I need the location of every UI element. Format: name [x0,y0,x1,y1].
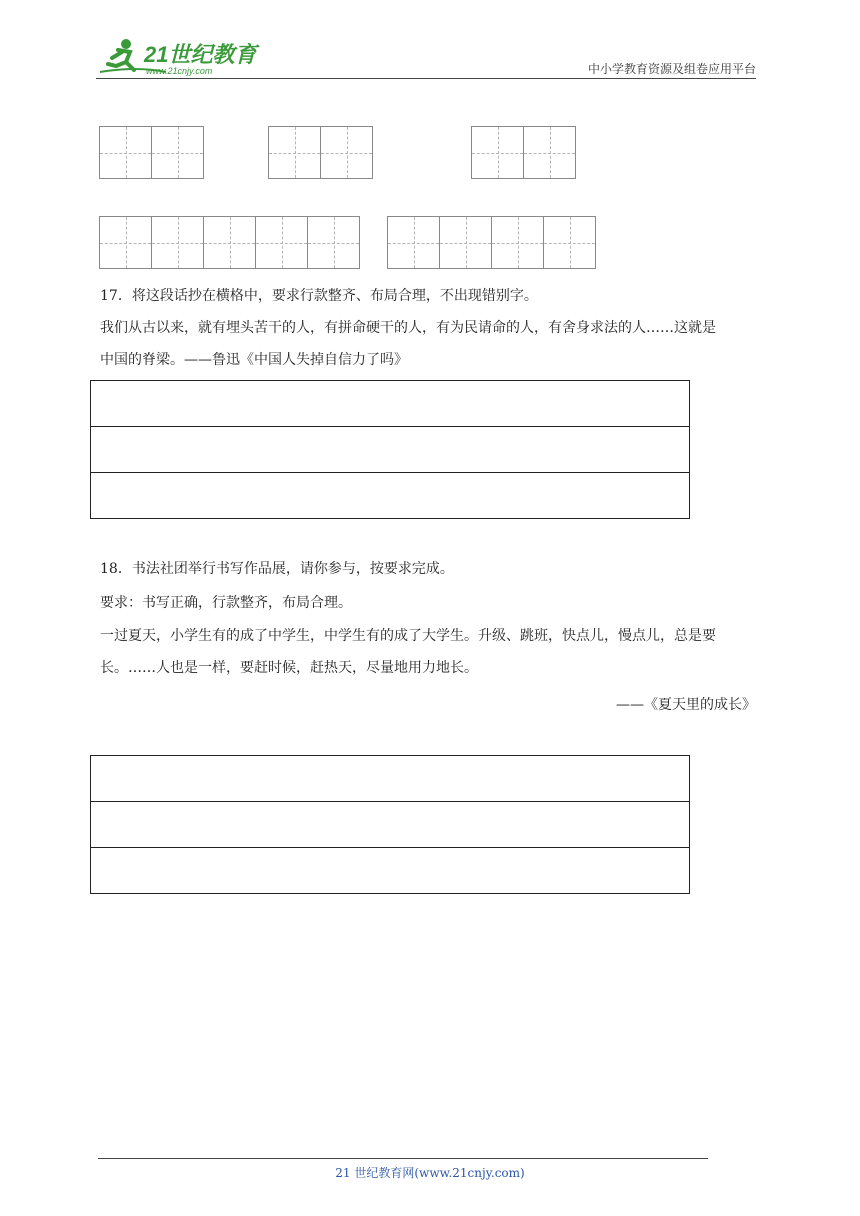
writing-line[interactable] [91,427,689,473]
grid-cell[interactable] [268,126,321,179]
q18-prompt: 18．书法社团举行书写作品展，请你参与，按要求完成。 [100,561,454,577]
q17-prompt: 17．将这段话抄在横格中，要求行款整齐、布局合理，不出现错别字。 [100,288,538,304]
footer-divider [98,1158,708,1159]
char-grid-5[interactable] [387,216,596,269]
char-grid-3[interactable] [471,126,576,179]
grid-cell[interactable] [151,126,204,179]
grid-cell[interactable] [523,126,576,179]
grid-cell[interactable] [543,216,596,269]
grid-cell[interactable] [255,216,308,269]
char-grid-2[interactable] [268,126,373,179]
grid-cell[interactable] [491,216,544,269]
site-logo [96,36,266,78]
grid-cell[interactable] [471,126,524,179]
header-tagline: 中小学教育资源及组卷应用平台 [587,62,756,76]
logo-wordmark: 21世纪教育 [144,42,257,67]
grid-cell[interactable] [387,216,440,269]
q17-passage-line-2: 中国的脊梁。——鲁迅《中国人失掉自信力了吗》 [100,352,408,368]
q18-writing-box[interactable] [90,755,690,894]
runner-icon [96,36,266,78]
q17-passage-line-1: 我们从古以来，就有埋头苦干的人，有拼命硬干的人，有为民请命的人，有舍身求法的人……这就是 [100,320,716,336]
grid-cell[interactable] [151,216,204,269]
grid-cell[interactable] [307,216,360,269]
q18-passage [100,620,760,684]
q17-passage [100,312,760,376]
q18-passage-line-2: 长。……人也是一样，要赶时候，赶热天，尽量地用力地长。 [100,660,478,676]
q18-passage-line-1: 一过夏天，小学生有的成了中学生，中学生有的成了大学生。升级、跳班，快点儿，慢点儿，总是要 [100,628,716,644]
char-grid-1[interactable] [99,126,204,179]
grid-cell[interactable] [320,126,373,179]
writing-line[interactable] [91,756,689,802]
writing-line[interactable] [91,802,689,848]
char-grid-4[interactable] [99,216,360,269]
header-divider [96,78,756,79]
writing-line[interactable] [91,473,689,518]
grid-cell[interactable] [99,126,152,179]
writing-line[interactable] [91,381,689,427]
q18-source: ——《夏天里的成长》 [616,697,756,713]
q18-requirement: 要求：书写正确，行款整齐，布局合理。 [100,595,352,611]
footer-text[interactable]: 21 世纪教育网(www.21cnjy.com) [335,1166,525,1180]
grid-cell[interactable] [99,216,152,269]
grid-cell[interactable] [439,216,492,269]
q17-writing-box[interactable] [90,380,690,519]
logo-url: www.21cnjy.com [146,66,213,76]
grid-cell[interactable] [203,216,256,269]
writing-line[interactable] [91,848,689,893]
